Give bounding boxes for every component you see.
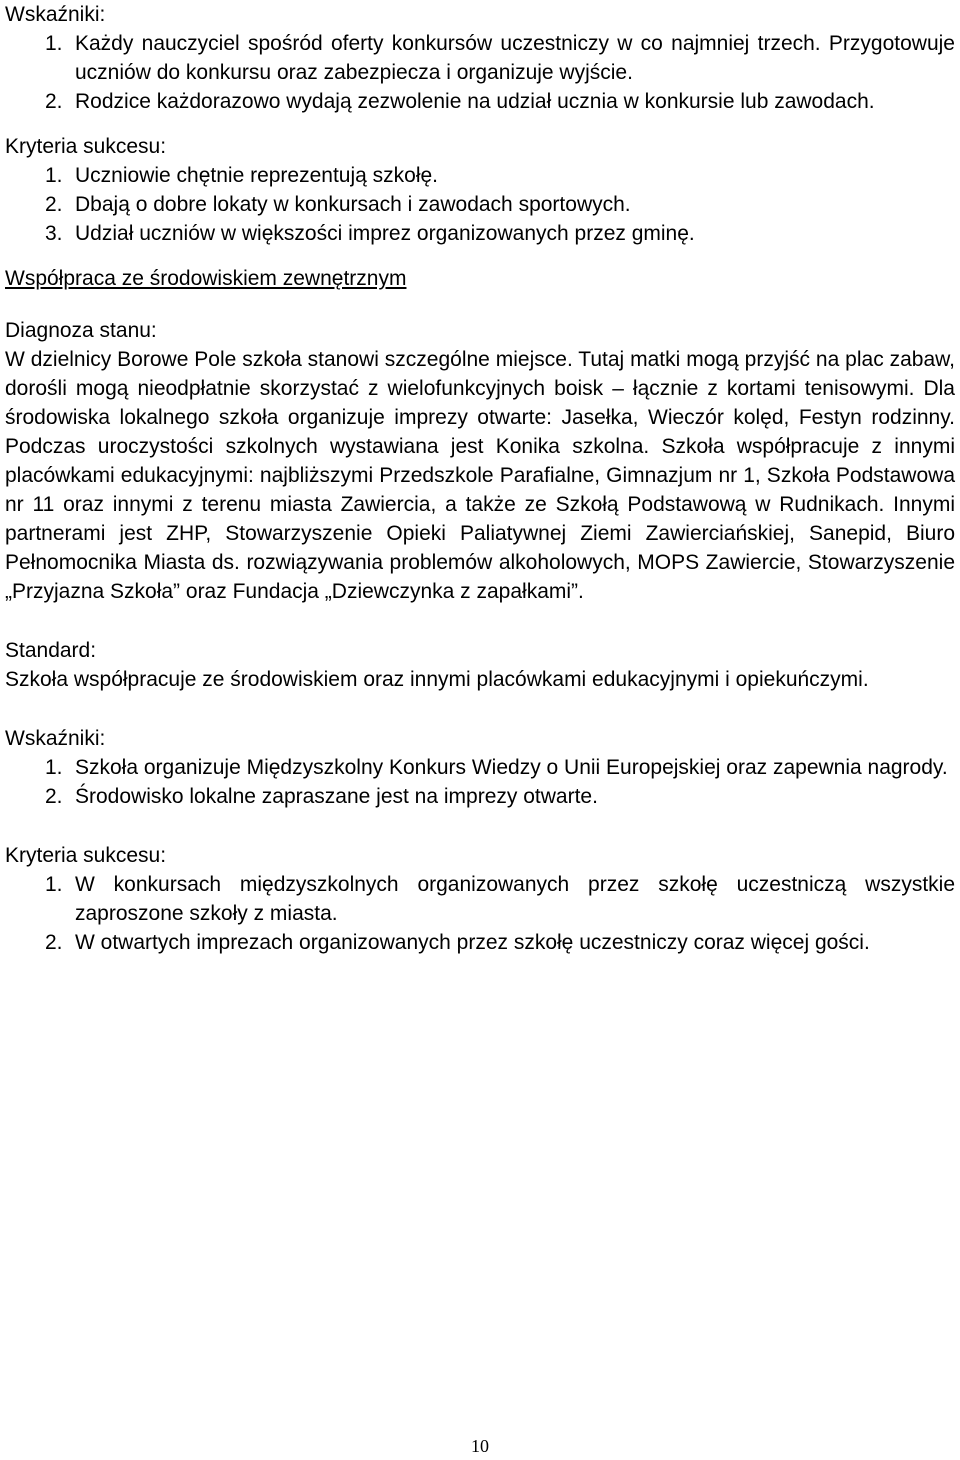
diagnosis-heading: Diagnoza stanu: [5,319,157,342]
list-number: 2. [45,785,63,808]
indicators-list-2 [5,753,955,811]
list-item [5,161,955,190]
list-number: 2. [45,90,63,113]
criteria-list-2 [5,870,955,957]
list-text: Środowisko lokalne zapraszane jest na imprezy otwarte. [75,785,598,808]
diagnosis-paragraph: W dzielnicy Borowe Pole szkoła stanowi szczególne miejsce. Tutaj matki mogą przyjść na plac zabaw, dorośli mogą nieodpłatnie skorzystać z wielofunkcyjnych boisk – łącznie z kortami tenisowymi. Dla środowiska lokalnego szkoła organizuje imprezy otwarte: Jasełka, Wieczór kolęd, Festyn rodzinny. Podczas uroczystości szkolnych wystawiana jest Konika szkolna. Szkoła współpracuje z innymi placówkami edukacyjnymi: najbliższymi Przedszkole Parafialne, Gimnazjum nr 1, Szkoła Podstawowa nr 11 oraz innymi z terenu miasta Zawiercia, a także ze Szkołą Podstawową w Rudnikach. Innymi partnerami jest ZHP, Stowarzyszenie Opieki Paliatywnej Ziemi Zawierciańskiej, Sanepid, Biuro Pełnomocnika Miasta ds. rozwiązywania problemów alkoholowych, MOPS Zawiercie, Stowarzyszenie „Przyjazna Szkoła” oraz Fundacja „Dziewczynka z zapałkami”. [5,348,955,603]
list-number: 1. [45,756,63,779]
indicators-heading-2: Wskaźniki: [5,727,106,750]
indicators-heading: Wskaźniki: [5,3,106,26]
list-item [5,753,955,782]
list-item [5,190,955,219]
section-title: Współpraca ze środowiskiem zewnętrznym [5,267,407,290]
list-number: 1. [45,32,63,55]
list-item [5,782,955,811]
list-item [5,87,955,116]
list-number: 3. [45,222,63,245]
list-number: 2. [45,931,63,954]
standard-heading: Standard: [5,639,97,662]
list-item [5,29,955,87]
document-page [5,0,955,957]
list-number: 1. [45,873,63,896]
list-item [5,928,955,957]
criteria-heading-2: Kryteria sukcesu: [5,844,167,867]
list-text: Dbają o dobre lokaty w konkursach i zawodach sportowych. [75,193,631,216]
page-number: 10 [471,1436,489,1456]
list-item [5,870,955,928]
list-item [5,219,955,248]
list-text: Rodzice każdorazowo wydają zezwolenie na udział ucznia w konkursie lub zawodach. [75,90,875,113]
list-text: Każdy nauczyciel spośród oferty konkursów uczestniczy w co najmniej trzech. Przygotowuje uczniów do konkursu oraz zabezpiecza i organizuje wyjście. [75,32,955,84]
standard-paragraph: Szkoła współpracuje ze środowiskiem oraz innymi placówkami edukacyjnymi i opiekuńczymi. [5,668,869,691]
list-text: Udział uczniów w większości imprez organizowanych przez gminę. [75,222,695,245]
list-text: W konkursach międzyszkolnych organizowanych przez szkołę uczestniczą wszystkie zaproszone szkoły z miasta. [75,873,955,925]
criteria-heading: Kryteria sukcesu: [5,135,167,158]
indicators-list [5,29,955,116]
criteria-list [5,161,955,248]
list-number: 2. [45,193,63,216]
list-text: Uczniowie chętnie reprezentują szkołę. [75,164,439,187]
list-number: 1. [45,164,63,187]
list-text: Szkoła organizuje Międzyszkolny Konkurs Wiedzy o Unii Europejskiej oraz zapewnia nagrody. [75,756,948,779]
list-text: W otwartych imprezach organizowanych przez szkołę uczestniczy coraz więcej gości. [75,931,870,954]
